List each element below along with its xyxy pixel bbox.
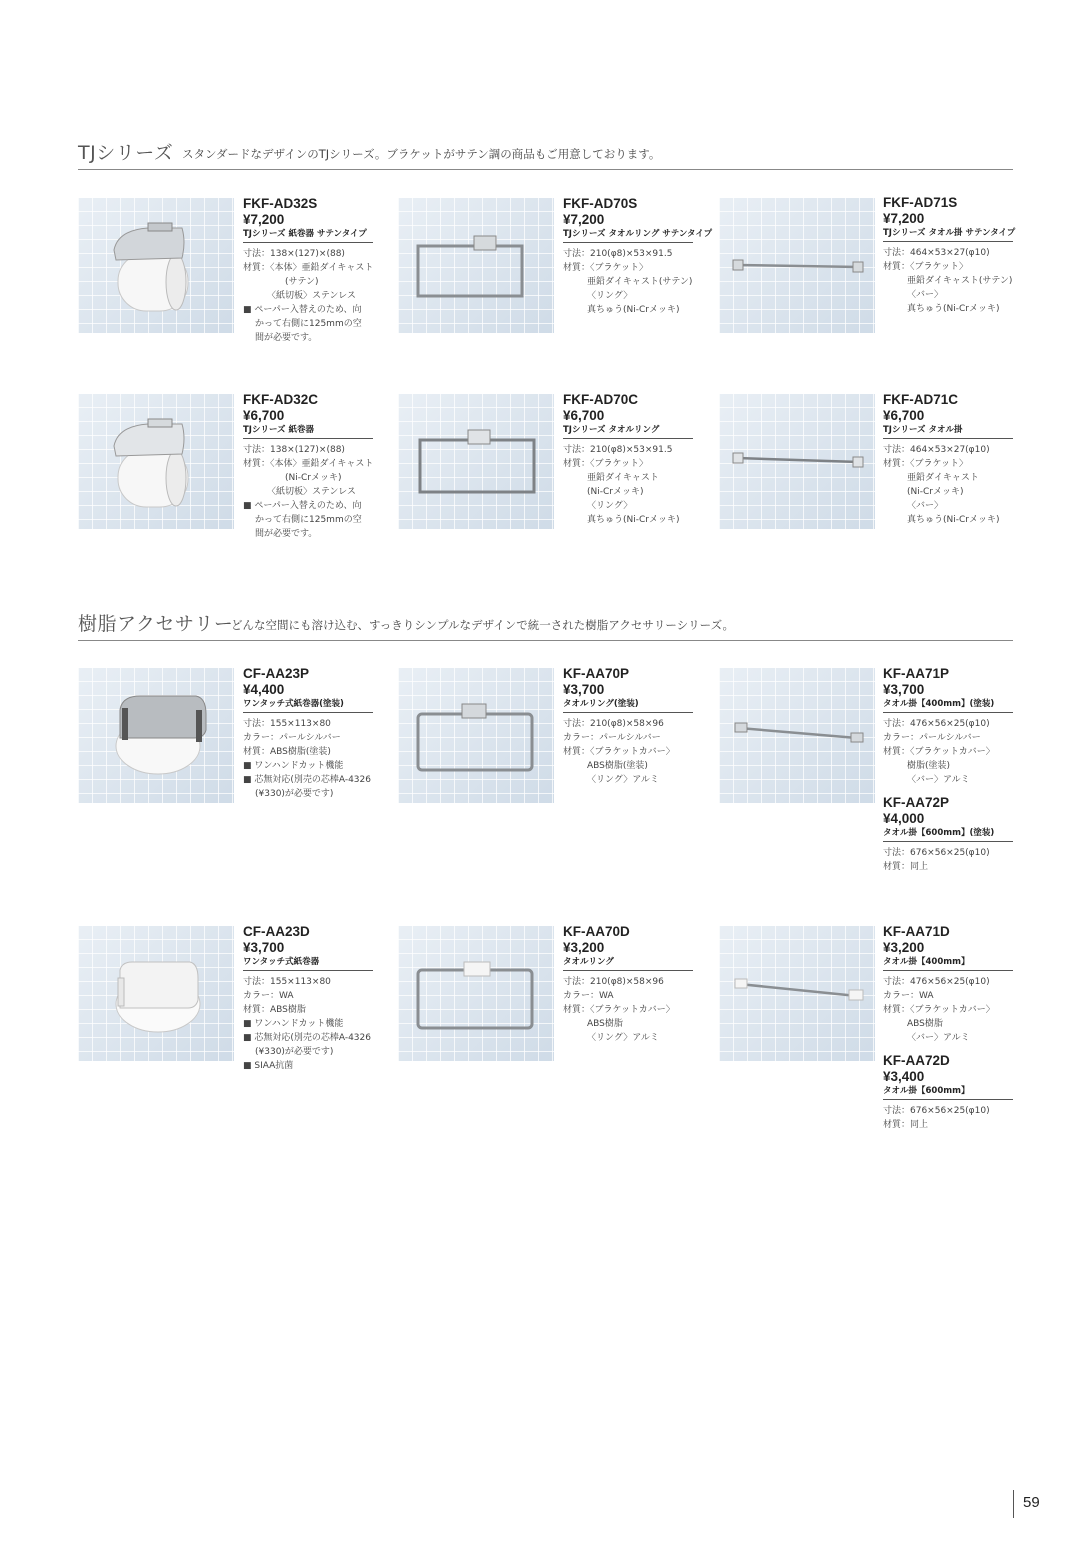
spec-note: かって右側に125mmの空: [255, 515, 362, 525]
spec-line: (サテン): [285, 277, 319, 287]
spec-note: ■ ワンハンドカット機能: [243, 1019, 344, 1029]
spec-line: 亜鉛ダイキャスト(サテン): [587, 277, 693, 287]
product-code: FKF-AD32C: [243, 392, 319, 407]
product-price: ¥3,700: [563, 682, 605, 697]
spec-line: 材質：〈本体〉亜鉛ダイキャスト: [243, 263, 374, 273]
paper-holder-illustration: [78, 668, 234, 803]
spec-line: 真ちゅう(Ni-Crメッキ): [907, 304, 1000, 314]
spec-line: ABS樹脂(塗装): [587, 761, 648, 771]
product-name: TJシリーズ 紙巻器: [243, 424, 373, 439]
spec-line: 真ちゅう(Ni-Crメッキ): [907, 515, 1000, 525]
product-info: [883, 195, 1016, 316]
product-photo-towel-bar: [719, 668, 875, 803]
product-price: ¥7,200: [243, 212, 285, 227]
product-price: ¥3,200: [563, 940, 605, 955]
spec-line: 〈紙切板〉ステンレス: [267, 487, 356, 497]
spec-line: (Ni-Crメッキ): [285, 473, 342, 483]
spec-line: 寸法：676×56×25(φ10): [883, 848, 990, 858]
spec-line: 材質：〈ブラケット〉: [563, 263, 649, 273]
product-photo-towel-bar: [719, 198, 875, 333]
paper-holder-illustration: [78, 926, 234, 1061]
product-name: タオル掛【400mm】(塗装): [883, 698, 1013, 713]
product-name: タオル掛【400mm】: [883, 956, 1013, 971]
spec-line: 寸法：464×53×27(φ10): [883, 248, 990, 258]
product-code: KF-AA70P: [563, 666, 630, 681]
product-photo-towel-ring: [398, 926, 554, 1061]
spec-line: 亜鉛ダイキャスト: [587, 473, 659, 483]
page-number: 59: [1023, 1494, 1040, 1511]
section-title: 樹脂アクセサリー: [78, 613, 234, 635]
spec-line: 寸法：464×53×27(φ10): [883, 445, 990, 455]
spec-line: 材質：〈ブラケットカバー〉: [563, 747, 675, 757]
product-photo-towel-ring: [398, 394, 554, 529]
towel-bar-illustration: [719, 198, 875, 333]
product-code: FKF-AD70C: [563, 392, 639, 407]
product-info: [883, 392, 1013, 527]
spec-line: 材質：同上: [883, 1120, 929, 1130]
spec-line: ABS樹脂: [587, 1019, 623, 1029]
product-photo-paper-holder: [78, 668, 234, 803]
product-code: FKF-AD70S: [563, 196, 638, 211]
product-price: ¥3,700: [243, 940, 285, 955]
spec-note: ■ 芯無対応(別売の芯棒A-4326: [243, 775, 371, 785]
spec-note: ■ ペーパー入替えのため、向: [243, 501, 362, 511]
product-price: ¥6,700: [883, 408, 925, 423]
towel-ring-illustration: [398, 394, 554, 529]
towel-bar-illustration: [719, 668, 875, 803]
product-code: KF-AA72P: [883, 795, 950, 810]
product-code: KF-AA70D: [563, 924, 630, 939]
spec-line: 寸法：676×56×25(φ10): [883, 1106, 990, 1116]
product-info: [243, 196, 373, 345]
product-name: タオル掛【600mm】(塗装): [883, 827, 1013, 842]
spec-line: 材質：〈ブラケットカバー〉: [563, 1005, 675, 1015]
product-code: KF-AA72D: [883, 1053, 950, 1068]
product-price: ¥7,200: [563, 212, 605, 227]
product-price: ¥6,700: [563, 408, 605, 423]
section-header-tj: [78, 142, 1013, 170]
spec-line: 寸法：210(φ8)×53×91.5: [563, 249, 673, 259]
towel-bar-illustration: [719, 926, 875, 1061]
spec-note: 間が必要です。: [255, 529, 318, 539]
spec-line: (Ni-Crメッキ): [587, 487, 644, 497]
spec-line: 〈紙切板〉ステンレス: [267, 291, 356, 301]
spec-line: ABS樹脂: [907, 1019, 943, 1029]
spec-line: 材質：〈本体〉亜鉛ダイキャスト: [243, 459, 374, 469]
paper-holder-illustration: [78, 394, 234, 529]
product-photo-paper-holder: [78, 394, 234, 529]
product-photo-paper-holder: [78, 198, 234, 333]
product-photo-towel-ring: [398, 198, 554, 333]
product-variant: [883, 1053, 1013, 1132]
spec-note: 間が必要です。: [255, 333, 318, 343]
spec-line: カラー：WA: [883, 991, 934, 1001]
product-name: TJシリーズ 紙巻器 サテンタイプ: [243, 228, 373, 243]
product-price: ¥4,000: [883, 811, 925, 826]
product-code: FKF-AD32S: [243, 196, 318, 211]
product-price: ¥3,400: [883, 1069, 925, 1084]
spec-line: 寸法：210(φ8)×53×91.5: [563, 445, 673, 455]
spec-line: 樹脂(塗装): [907, 761, 951, 771]
product-name: TJシリーズ タオル掛: [883, 424, 1013, 439]
product-info: [883, 924, 1013, 1132]
spec-line: 寸法：138×(127)×(88): [243, 445, 345, 455]
spec-line: 材質：〈ブラケットカバー〉: [883, 747, 995, 757]
spec-line: カラー：WA: [563, 991, 614, 1001]
spec-line: 〈リング〉アルミ: [587, 775, 659, 785]
product-info: [243, 924, 373, 1073]
spec-line: 真ちゅう(Ni-Crメッキ): [587, 515, 680, 525]
paper-holder-illustration: [78, 198, 234, 333]
spec-note: かって右側に125mmの空: [255, 319, 362, 329]
product-code: CF-AA23D: [243, 924, 310, 939]
product-info: [563, 392, 693, 527]
spec-line: カラー：パールシルバー: [243, 733, 341, 743]
spec-line: 材質：〈ブラケット〉: [563, 459, 649, 469]
product-info: [243, 666, 373, 801]
product-photo-towel-bar: [719, 926, 875, 1061]
page-number-divider: [1013, 1490, 1014, 1518]
product-info: [563, 196, 713, 317]
section-title: TJシリーズ: [78, 142, 174, 164]
spec-note: ■ 芯無対応(別売の芯棒A-4326: [243, 1033, 371, 1043]
spec-line: カラー：WA: [243, 991, 294, 1001]
spec-line: 亜鉛ダイキャスト: [907, 473, 979, 483]
product-name: タオルリング(塗装): [563, 698, 693, 713]
spec-line: 寸法：138×(127)×(88): [243, 249, 345, 259]
towel-ring-illustration: [398, 668, 554, 803]
spec-line: 〈バー〉: [907, 290, 944, 300]
spec-note: (¥330)が必要です): [255, 789, 334, 799]
spec-line: カラー：パールシルバー: [883, 733, 981, 743]
product-price: ¥3,700: [883, 682, 925, 697]
product-name: ワンタッチ式紙巻器(塗装): [243, 698, 373, 713]
product-name: TJシリーズ タオル掛 サテンタイプ: [883, 227, 1013, 242]
towel-ring-illustration: [398, 926, 554, 1061]
spec-line: 寸法：476×56×25(φ10): [883, 719, 990, 729]
spec-line: 〈バー〉: [907, 501, 944, 511]
spec-line: 〈リング〉: [587, 501, 633, 511]
product-name: タオル掛【600mm】: [883, 1085, 1013, 1100]
product-info: [563, 924, 693, 1045]
spec-line: 材質：同上: [883, 862, 929, 872]
product-info: [883, 666, 1013, 874]
product-price: ¥6,700: [243, 408, 285, 423]
product-photo-paper-holder: [78, 926, 234, 1061]
spec-line: 〈バー〉アルミ: [907, 1033, 970, 1043]
product-code: FKF-AD71C: [883, 392, 959, 407]
spec-line: カラー：パールシルバー: [563, 733, 661, 743]
product-info: [243, 392, 373, 541]
product-price: ¥7,200: [883, 211, 925, 226]
spec-line: 寸法：155×113×80: [243, 977, 331, 987]
spec-line: 〈リング〉アルミ: [587, 1033, 659, 1043]
spec-line: 亜鉛ダイキャスト(サテン): [907, 276, 1013, 286]
product-price: ¥3,200: [883, 940, 925, 955]
spec-line: 材質：〈ブラケットカバー〉: [883, 1005, 995, 1015]
spec-line: 〈バー〉アルミ: [907, 775, 970, 785]
towel-bar-illustration: [719, 394, 875, 529]
spec-line: 寸法：210(φ8)×58×96: [563, 719, 664, 729]
product-code: KF-AA71D: [883, 924, 950, 939]
product-photo-towel-ring: [398, 668, 554, 803]
product-name: TJシリーズ タオルリング サテンタイプ: [563, 228, 693, 243]
spec-line: 〈リング〉: [587, 291, 633, 301]
spec-line: 材質：〈ブラケット〉: [883, 459, 969, 469]
section-header-resin: [78, 613, 1013, 641]
spec-line: 真ちゅう(Ni-Crメッキ): [587, 305, 680, 315]
spec-line: 材質：〈ブラケット〉: [883, 262, 969, 272]
spec-line: 材質：ABS樹脂(塗装): [243, 747, 331, 757]
spec-note: (¥330)が必要です): [255, 1047, 334, 1057]
product-info: [563, 666, 693, 787]
spec-note: ■ ワンハンドカット機能: [243, 761, 344, 771]
spec-line: 寸法：155×113×80: [243, 719, 331, 729]
product-variant: [883, 795, 1013, 874]
product-name: タオルリング: [563, 956, 693, 971]
spec-line: 寸法：476×56×25(φ10): [883, 977, 990, 987]
product-photo-towel-bar: [719, 394, 875, 529]
spec-note: ■ ペーパー入替えのため、向: [243, 305, 362, 315]
product-code: CF-AA23P: [243, 666, 310, 681]
product-code: FKF-AD71S: [883, 195, 958, 210]
product-name: ワンタッチ式紙巻器: [243, 956, 373, 971]
spec-line: 材質：ABS樹脂: [243, 1005, 306, 1015]
spec-note: ■ SIAA抗菌: [243, 1061, 294, 1071]
product-code: KF-AA71P: [883, 666, 950, 681]
spec-line: 寸法：210(φ8)×58×96: [563, 977, 664, 987]
product-name: TJシリーズ タオルリング: [563, 424, 693, 439]
section-description: どんな空間にも溶け込む、すっきりシンプルなデザインで統一された樹脂アクセサリーシリーズ。: [231, 618, 734, 632]
spec-line: (Ni-Crメッキ): [907, 487, 964, 497]
product-price: ¥4,400: [243, 682, 285, 697]
towel-ring-illustration: [398, 198, 554, 333]
section-description: スタンダードなデザインのTJシリーズ。ブラケットがサテン調の商品もご用意しております。: [182, 147, 661, 161]
